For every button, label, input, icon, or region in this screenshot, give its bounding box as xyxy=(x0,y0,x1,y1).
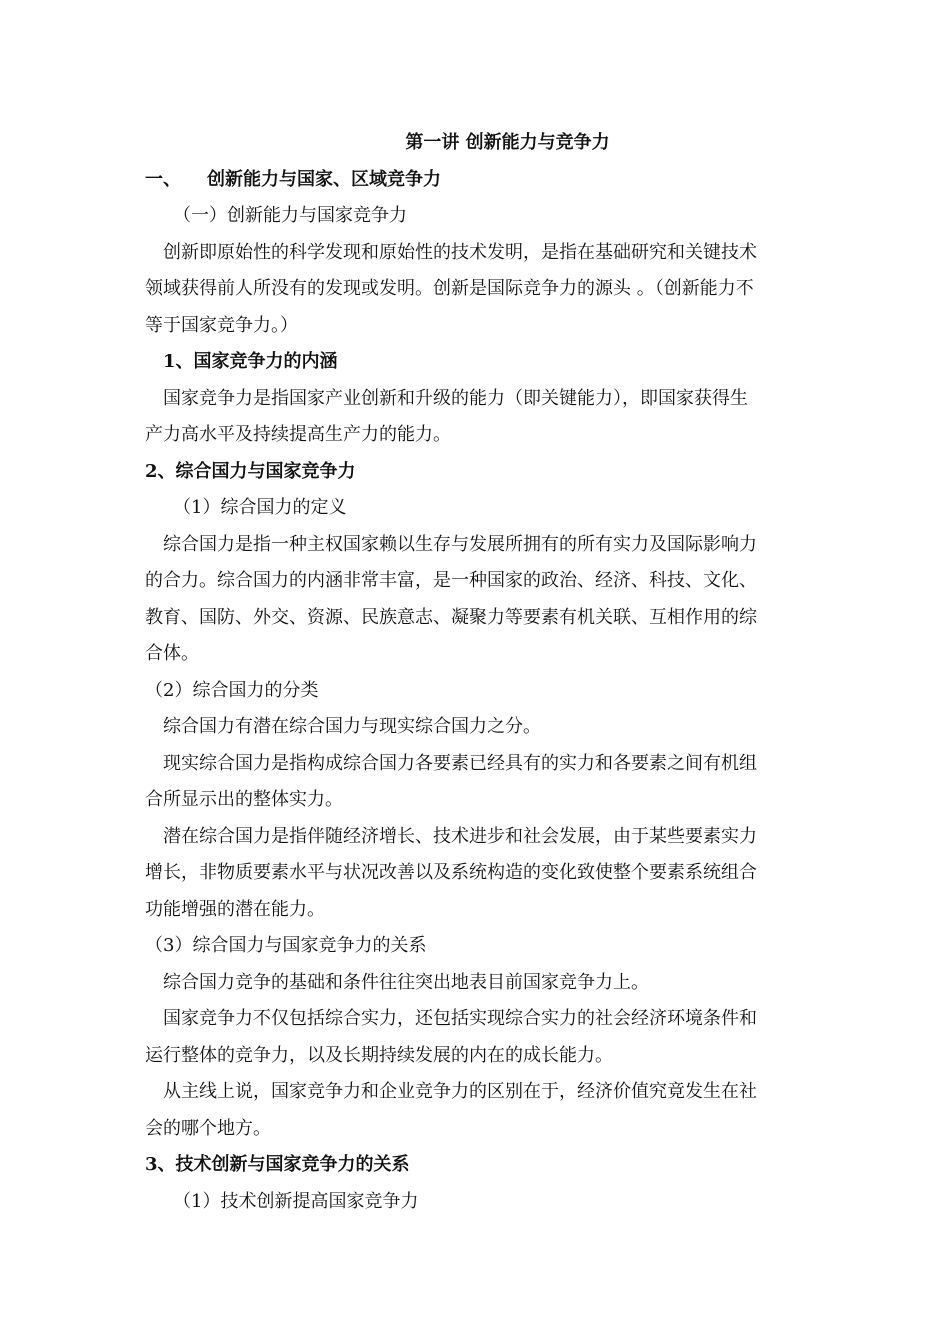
paragraph-7 xyxy=(145,965,810,1002)
paragraph-line: 合所显示出的整体实力。 xyxy=(145,789,343,810)
paragraph-line: 综合国力是指一种主权国家赖以生存与发展所拥有的所有实力及国际影响力 xyxy=(163,533,757,555)
paragraph-line: 综合国力竞争的基础和条件往往突出地表目前国家竞争力上。 xyxy=(163,971,649,993)
paragraph-4 xyxy=(145,709,810,746)
heading-2-national-competitiveness: 1、国家竞争力的内涵 xyxy=(163,351,338,372)
paragraph-line: 潜在综合国力是指伴随经济增长、技术进步和社会发展，由于某些要素实力 xyxy=(163,825,757,847)
paragraph-line: 国家竞争力是指国家产业创新和升级的能力（即关键能力），即国家获得生 xyxy=(163,387,748,409)
subheading-3: （2）综合国力的分类 xyxy=(145,679,319,701)
paragraph-5 xyxy=(145,746,810,819)
paragraph-line: 创新即原始性的科学发现和原始性的技术发明，是指在基础研究和关键技术 xyxy=(163,241,757,263)
paragraph-line: 的合力。综合国力的内涵非常丰富，是一种国家的政治、经济、科技、文化、 xyxy=(145,570,757,591)
paragraph-6 xyxy=(145,819,810,929)
heading-1-number: 一、 xyxy=(145,168,181,190)
paragraph-line: 会的哪个地方。 xyxy=(145,1117,271,1139)
document-page xyxy=(145,125,810,1220)
paragraph-line: 综合国力有潜在综合国力与现实综合国力之分。 xyxy=(163,716,541,737)
paragraph-8 xyxy=(145,1001,810,1074)
paragraph-line: 合体。 xyxy=(145,643,199,664)
subheading-4: （3）综合国力与国家竞争力的关系 xyxy=(145,935,427,956)
paragraph-line: 从主线上说，国家竞争力和企业竞争力的区别在于，经济价值究竟发生在社 xyxy=(163,1081,757,1102)
doc-title: 第一讲 创新能力与竞争力 xyxy=(405,132,610,153)
paragraph-line: 等于国家竞争力。） xyxy=(145,314,298,336)
heading-2-comprehensive-power: 2、综合国力与国家竞争力 xyxy=(145,460,356,482)
paragraph-line: 领域获得前人所没有的发现或发明。创新是国际竞争力的源头 。（创新能力不 xyxy=(145,278,754,299)
paragraph-line: 现实综合国力是指构成综合国力各要素已经具有的实力和各要素之间有机组 xyxy=(163,752,757,774)
heading-2-tech-innovation: 3、技术创新与国家竞争力的关系 xyxy=(145,1154,410,1175)
subheading-2: （1）综合国力的定义 xyxy=(173,497,347,518)
heading-1-text: 创新能力与国家、区域竞争力 xyxy=(207,168,441,190)
paragraph-9 xyxy=(145,1074,810,1147)
subheading-1: （一）创新能力与国家竞争力 xyxy=(173,205,407,226)
subheading-5: （1）技术创新提高国家竞争力 xyxy=(173,1190,419,1212)
paragraph-2 xyxy=(145,381,810,454)
paragraph-3 xyxy=(145,527,810,673)
paragraph-1 xyxy=(145,235,810,345)
paragraph-line: 产力高水平及持续提高生产力的能力。 xyxy=(145,424,451,445)
paragraph-line: 运行整体的竞争力，以及长期持续发展的内在的成长能力。 xyxy=(145,1044,613,1066)
paragraph-line: 国家竞争力不仅包括综合实力，还包括实现综合实力的社会经济环境条件和 xyxy=(163,1008,757,1029)
paragraph-line: 功能增强的潜在能力。 xyxy=(145,898,325,920)
paragraph-line: 教育、国防、外交、资源、民族意志、凝聚力等要素有机关联、互相作用的综 xyxy=(145,606,757,628)
heading-1 xyxy=(145,162,810,199)
paragraph-line: 增长，非物质要素水平与状况改善以及系统构造的变化致使整个要素系统组合 xyxy=(145,862,757,883)
